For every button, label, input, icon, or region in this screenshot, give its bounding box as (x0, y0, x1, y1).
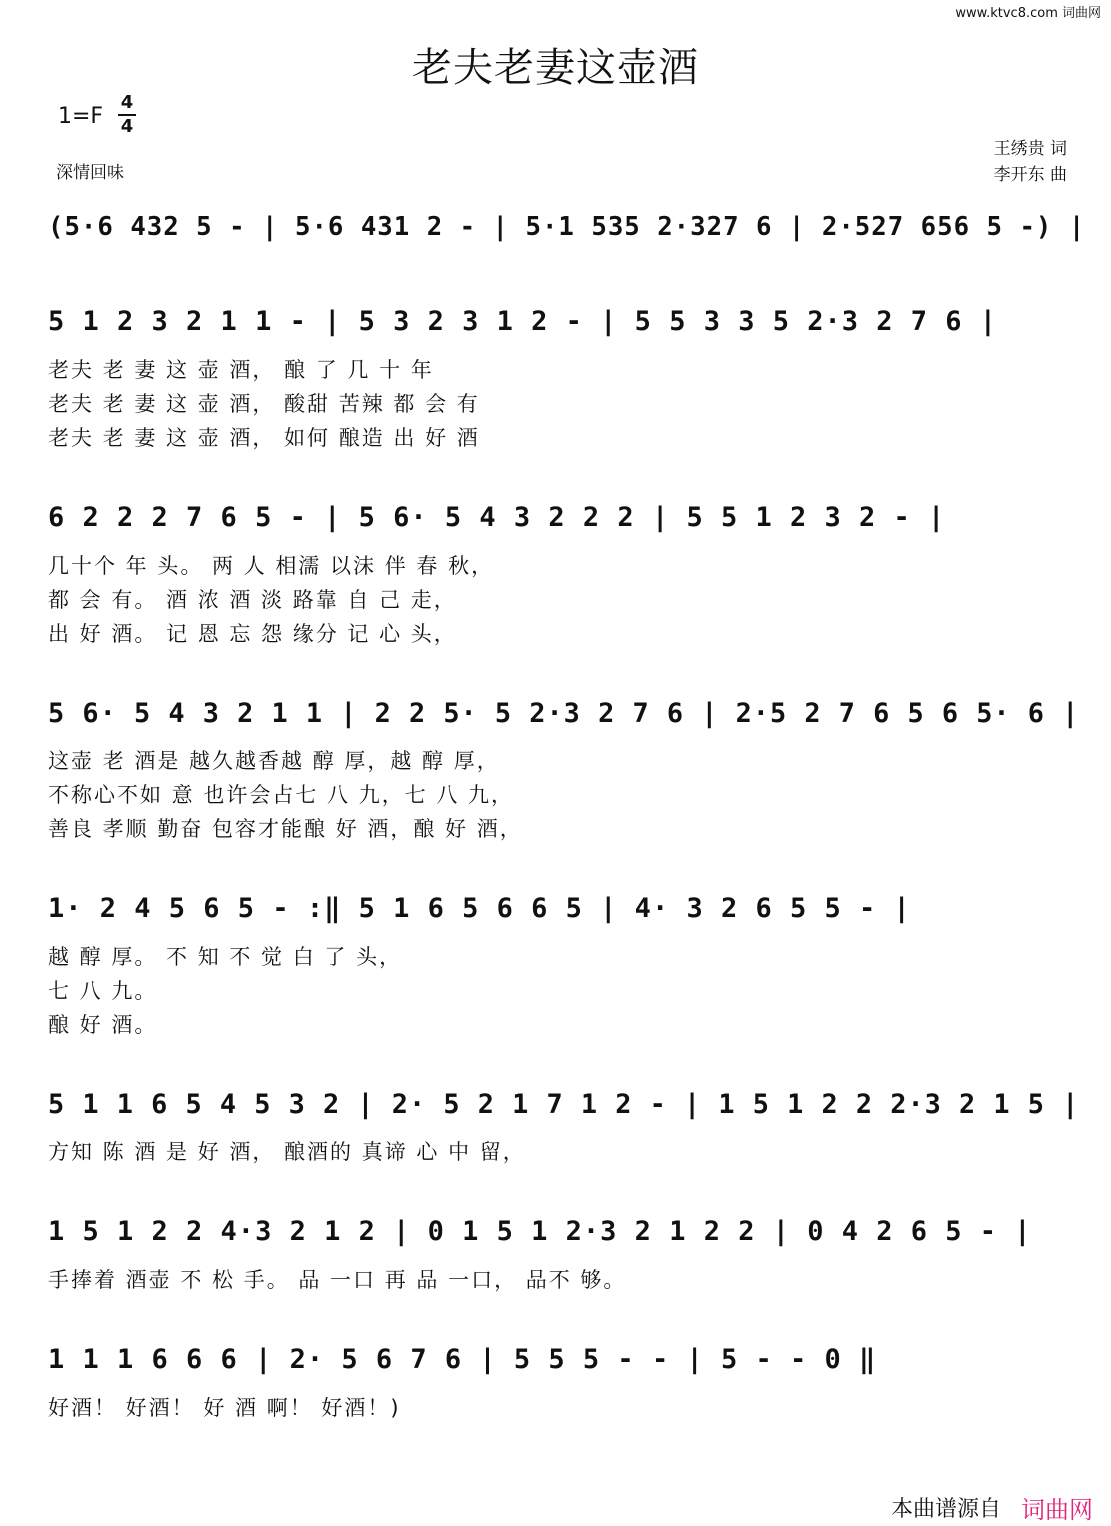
lyric-line: 这壶 老 酒是 越久越香越 醇 厚，越 醇 厚， (48, 749, 500, 773)
notation-row: 5 6· 5 4 3 2 1 1 | 2 2 5· 5 2·3 2 7 6 | 2·5 2 7 6 5 6 5· 6 | (48, 698, 1080, 729)
lyric-line: 方知 陈 酒 是 好 酒， 酿酒的 真谛 心 中 留， (48, 1140, 526, 1164)
time-sig-top: 4 (120, 92, 134, 113)
lyric-line: 不称心不如 意 也许会占七 八 九，七 八 九， (48, 783, 515, 807)
lyric-line: 善良 孝顺 勤奋 包容才能酿 好 酒，酿 好 酒， (48, 817, 523, 841)
notation-row: 5 1 2 3 2 1 1 - | 5 3 2 3 1 2 - | 5 5 3 3 5 2·3 2 7 6 | (48, 306, 998, 337)
lyric-line: 老夫 老 妻 这 壶 酒， 酿 了 几 十 年 (48, 358, 434, 382)
time-signature (118, 92, 136, 138)
tempo-marking: 深情回味 (56, 163, 124, 183)
brand-logo[interactable]: 词曲网 (1021, 1496, 1093, 1524)
lyric-line: 越 醇 厚。 不 知 不 觉 白 了 头， (48, 945, 403, 969)
footer-source: 本曲谱源自 (890, 1497, 1001, 1522)
notation-row: 1 5 1 2 2 4·3 2 1 2 | 0 1 5 1 2·3 2 1 2 2 | 0 4 2 6 5 - | (48, 1216, 1032, 1247)
notation-row: 1· 2 4 5 6 5 - :‖ 5 1 6 5 6 6 5 | 4· 3 2 6 5 5 - | (48, 893, 911, 924)
lyric-line: 老夫 老 妻 这 壶 酒， 如何 酿造 出 好 酒 (48, 426, 480, 450)
lyric-line: 都 会 有。 酒 浓 酒 淡 路靠 自 己 走， (48, 588, 457, 612)
notation-row: 5 1 1 6 5 4 5 3 2 | 2· 5 2 1 7 1 2 - | 1 5 1 2 2 2·3 2 1 5 | (48, 1089, 1080, 1120)
notation-row: 1 1 1 6 6 6 | 2· 5 6 7 6 | 5 5 5 - - | 5 - - 0 ‖ (48, 1344, 877, 1375)
composer: 李开东 曲 (993, 165, 1067, 185)
lyric-line: 酿 好 酒。 (48, 1013, 158, 1037)
song-title: 老夫老妻这壶酒 (412, 45, 699, 91)
notation-row: 6 2 2 2 7 6 5 - | 5 6· 5 4 3 2 2 2 | 5 5 1 2 3 2 - | (48, 502, 946, 533)
lyric-line: 七 八 九。 (48, 979, 158, 1003)
lyric-line: 老夫 老 妻 这 壶 酒， 酸甜 苦辣 都 会 有 (48, 392, 480, 416)
time-sig-bottom: 4 (120, 116, 134, 137)
lyric-line: 好酒！ 好酒！ 好 酒 啊！ 好酒！) (48, 1396, 401, 1420)
lyricist: 王绣贵 词 (993, 139, 1067, 159)
lyric-line: 几十个 年 头。 两 人 相濡 以沫 伴 春 秋， (48, 554, 495, 578)
key-signature: 1=F (58, 104, 104, 129)
lyric-line: 出 好 酒。 记 恩 忘 怨 缘分 记 心 头， (48, 622, 457, 646)
lyric-line: 手捧着 酒壶 不 松 手。 品 一口 再 品 一口， 品不 够。 (48, 1268, 627, 1292)
site-url[interactable]: www.ktvc8.com 词曲网 (955, 6, 1101, 21)
notation-row: (5·6 432 5 - | 5·6 431 2 - | 5·1 535 2·327 6 | 2·527 656 5 -) | (48, 212, 1086, 242)
